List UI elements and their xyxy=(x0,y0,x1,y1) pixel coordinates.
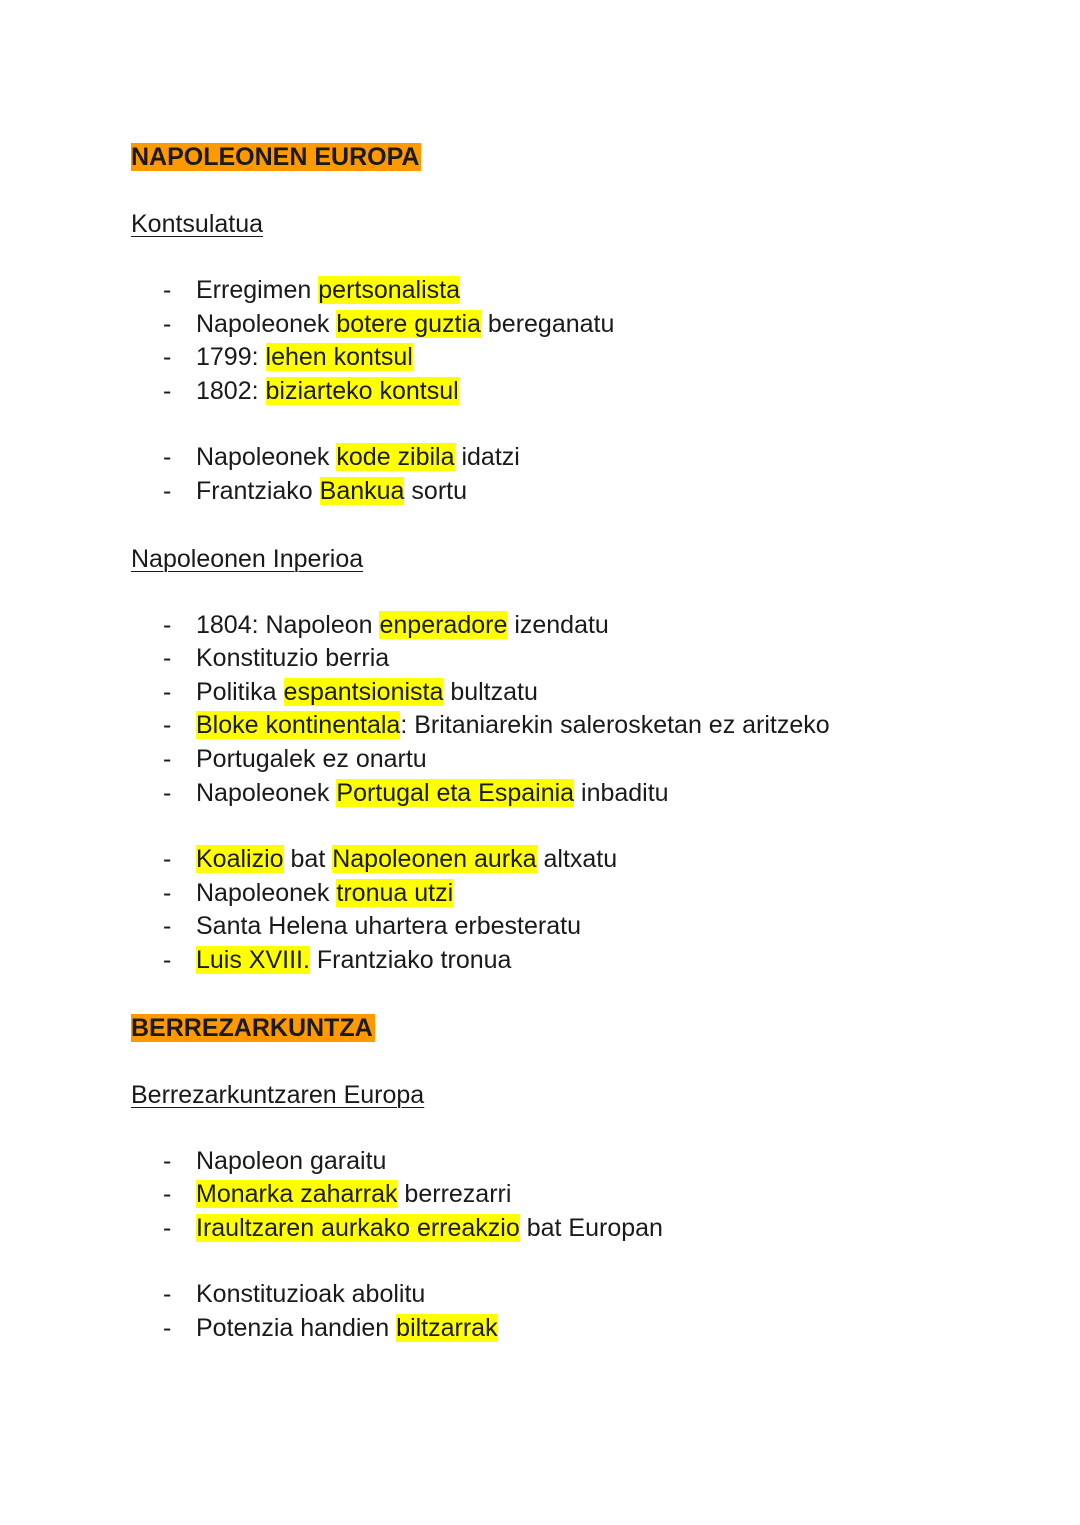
item-text: 1799: xyxy=(196,343,266,372)
section-heading-text: NAPOLEONEN EUROPA xyxy=(131,143,420,171)
spacer xyxy=(131,810,1031,843)
bullet-dash: - xyxy=(163,1180,172,1209)
bullet-list xyxy=(131,843,1031,977)
highlighted-text: Luis XVIII. xyxy=(196,945,310,974)
item-text: Napoleonek xyxy=(196,309,337,338)
list-item xyxy=(131,341,1031,375)
bullet-dash: - xyxy=(163,343,172,372)
bullet-dash: - xyxy=(163,1213,172,1242)
spacer xyxy=(131,408,1031,441)
item-text: Potenzia handien xyxy=(196,1313,397,1342)
item-text: Portugalek ez onartu xyxy=(196,744,427,773)
spacer xyxy=(131,576,1031,609)
item-text: Napoleonek xyxy=(196,778,337,807)
list-item xyxy=(131,642,1031,676)
bullet-dash: - xyxy=(163,1280,172,1309)
bullet-dash: - xyxy=(163,912,172,941)
item-text: Napoleon garaitu xyxy=(196,1146,387,1175)
bullet-dash: - xyxy=(163,778,172,807)
spacer xyxy=(131,978,1031,1011)
item-text: 1804: Napoleon xyxy=(196,610,380,639)
section-heading xyxy=(131,1011,1031,1045)
item-text: 1802: xyxy=(196,376,266,405)
spacer xyxy=(131,174,1031,207)
list-item xyxy=(131,375,1031,409)
list-item xyxy=(131,944,1031,978)
highlighted-text: enperadore xyxy=(379,610,508,639)
highlighted-text: tronua utzi xyxy=(336,878,454,907)
item-text: Konstituzio berria xyxy=(196,644,390,673)
highlighted-text: Koalizio xyxy=(196,845,284,874)
bullet-list xyxy=(131,609,1031,811)
highlighted-text: espantsionista xyxy=(283,677,444,706)
subsection-title: Napoleonen Inperioa xyxy=(131,544,364,573)
subsection-title: Kontsulatua xyxy=(131,210,264,238)
bullet-dash: - xyxy=(163,1313,172,1342)
bullet-dash: - xyxy=(163,878,172,907)
item-text: Napoleonek xyxy=(196,443,337,472)
list-item xyxy=(131,777,1031,811)
bullet-list xyxy=(131,1278,1031,1345)
highlighted-text: botere guztia xyxy=(336,309,481,338)
document-body xyxy=(131,140,1031,1345)
bullet-dash: - xyxy=(163,744,172,773)
highlighted-text: biziarteko kontsul xyxy=(265,376,459,405)
item-text: sortu xyxy=(404,476,467,505)
bullet-dash: - xyxy=(163,1146,172,1175)
bullet-dash: - xyxy=(163,945,172,974)
item-text: Frantziako tronua xyxy=(309,945,512,974)
section-heading xyxy=(131,140,1031,174)
item-text: Napoleonek xyxy=(196,878,337,907)
highlighted-text: Portugal eta Espainia xyxy=(336,778,575,807)
bullet-list xyxy=(131,274,1031,408)
highlighted-text: Bloke kontinentala xyxy=(196,711,401,740)
list-item xyxy=(131,1278,1031,1312)
item-text: : Britaniarekin salerosketan ez aritzeko xyxy=(400,711,830,740)
item-text: berrezarri xyxy=(397,1180,512,1209)
spacer xyxy=(131,509,1031,542)
bullet-dash: - xyxy=(163,309,172,338)
bullet-dash: - xyxy=(163,644,172,673)
bullet-dash: - xyxy=(163,677,172,706)
item-text: inbaditu xyxy=(574,778,669,807)
item-text: Politika xyxy=(196,677,284,706)
item-text: bereganatu xyxy=(480,309,615,338)
list-item xyxy=(131,475,1031,509)
list-item xyxy=(131,910,1031,944)
highlighted-text: Bankua xyxy=(319,476,405,505)
spacer xyxy=(131,1112,1031,1145)
item-text: altxatu xyxy=(536,845,618,874)
list-item xyxy=(131,843,1031,877)
item-text: Frantziako xyxy=(196,476,320,505)
section-heading-text: BERREZARKUNTZA xyxy=(131,1013,373,1042)
list-item xyxy=(131,743,1031,777)
item-text: bat xyxy=(283,845,333,874)
item-text: bultzatu xyxy=(443,677,538,706)
bullet-dash: - xyxy=(163,476,172,505)
list-item xyxy=(131,1178,1031,1212)
bullet-list xyxy=(131,1145,1031,1246)
list-item xyxy=(131,1312,1031,1346)
list-item xyxy=(131,709,1031,743)
spacer xyxy=(131,1045,1031,1078)
bullet-dash: - xyxy=(163,276,172,304)
highlighted-text: pertsonalista xyxy=(318,276,461,304)
subsection-title: Berrezarkuntzaren Europa xyxy=(131,1080,425,1109)
list-item xyxy=(131,877,1031,911)
item-text: izendatu xyxy=(507,610,609,639)
list-item xyxy=(131,441,1031,475)
item-text: Erregimen xyxy=(196,276,319,304)
list-item xyxy=(131,676,1031,710)
item-text: Santa Helena uhartera erbesteratu xyxy=(196,912,581,941)
highlighted-text: Napoleonen aurka xyxy=(332,845,537,874)
bullet-dash: - xyxy=(163,711,172,740)
highlighted-text: Monarka zaharrak xyxy=(196,1180,398,1209)
list-item xyxy=(131,609,1031,643)
bullet-dash: - xyxy=(163,845,172,874)
highlighted-text: Iraultzaren aurkako erreakzio xyxy=(196,1213,520,1242)
item-text: idatzi xyxy=(454,443,520,472)
spacer xyxy=(131,241,1031,274)
bullet-dash: - xyxy=(163,443,172,472)
list-item xyxy=(131,274,1031,308)
list-item xyxy=(131,308,1031,342)
bullet-dash: - xyxy=(163,376,172,405)
spacer xyxy=(131,1245,1031,1278)
highlighted-text: biltzarrak xyxy=(396,1313,498,1342)
list-item xyxy=(131,1212,1031,1246)
item-text: Konstituzioak abolitu xyxy=(196,1280,426,1309)
bullet-dash: - xyxy=(163,610,172,639)
highlighted-text: kode zibila xyxy=(336,443,455,472)
highlighted-text: lehen kontsul xyxy=(265,343,413,372)
list-item xyxy=(131,1145,1031,1179)
item-text: bat Europan xyxy=(519,1213,663,1242)
bullet-list xyxy=(131,441,1031,508)
